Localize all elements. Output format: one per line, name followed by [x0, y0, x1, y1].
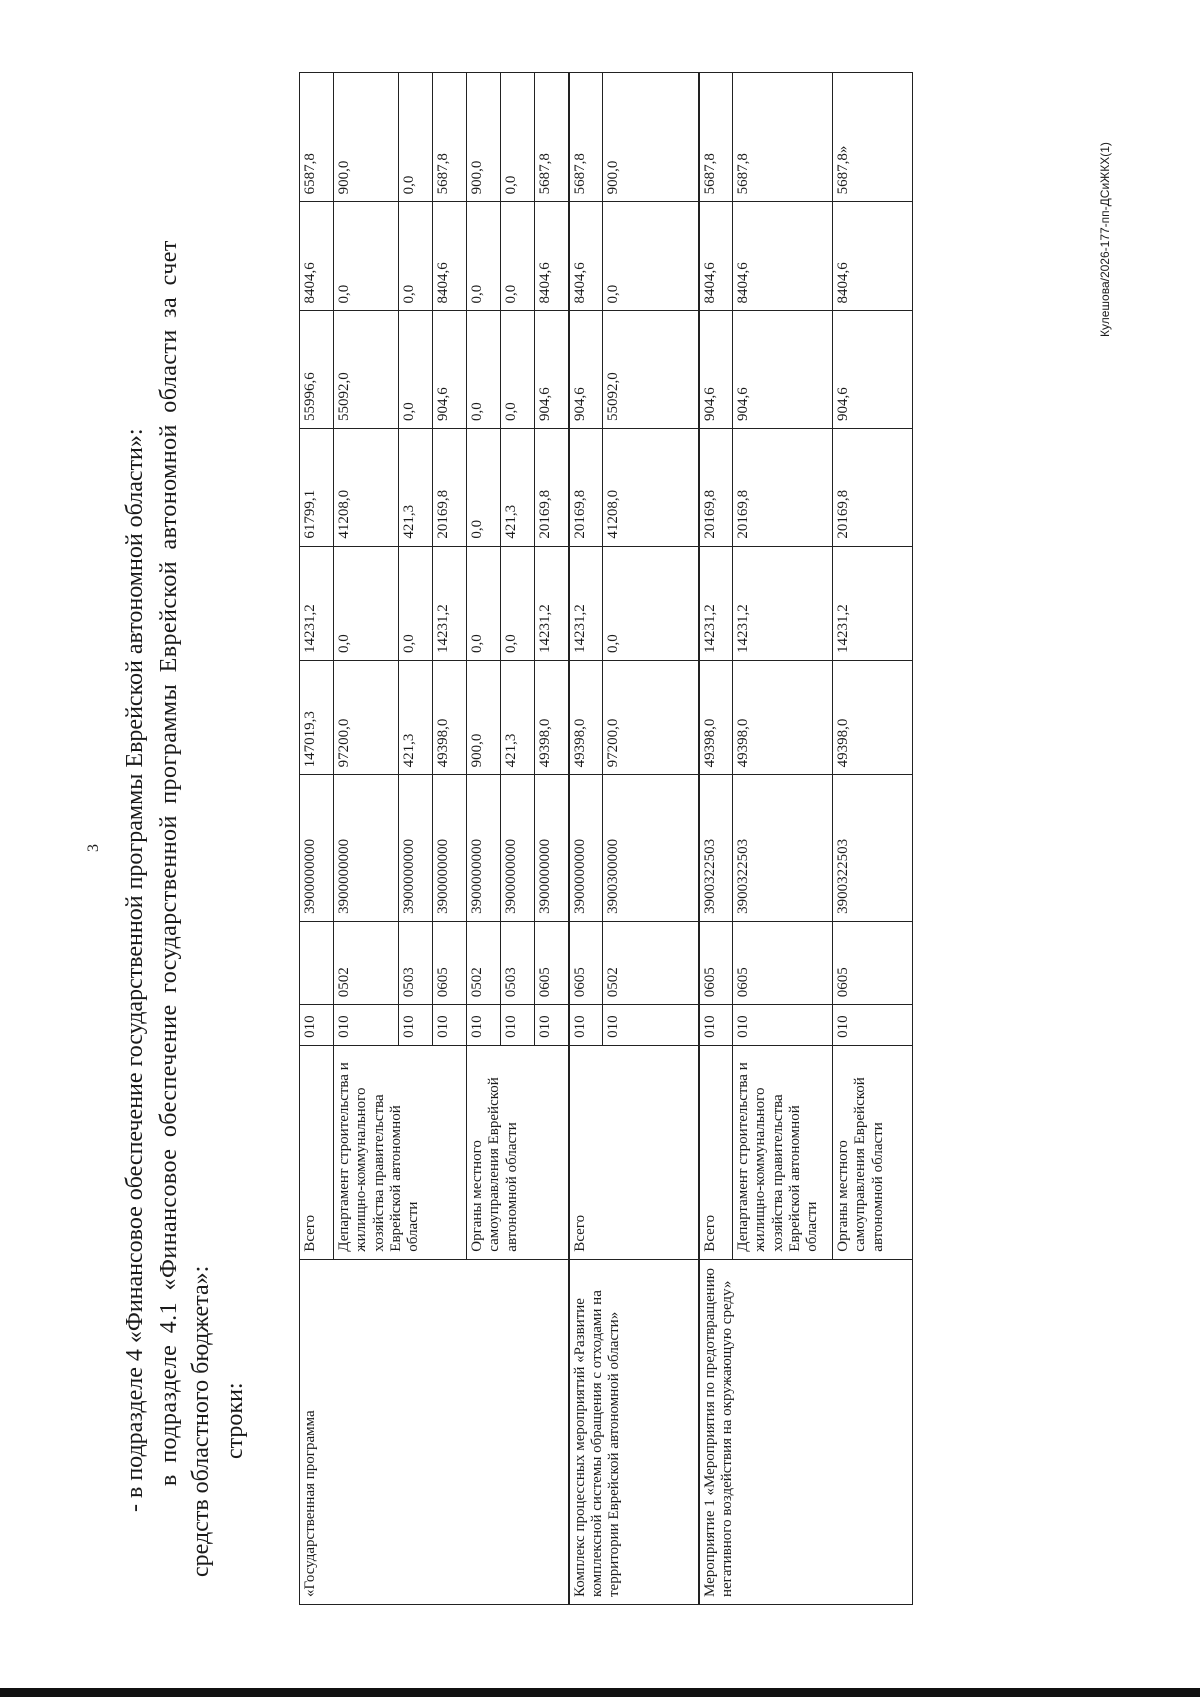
program-name-cell: Комплекс процессных мероприятий «Развитие комплексной системы обращения с отходами на территории Еврейской автономной области» [569, 1259, 699, 1604]
value-cell: 0,0 [467, 311, 501, 429]
value-cell: 49398,0 [569, 661, 603, 775]
executor-cell: Органы местного самоуправления Еврейской автономной области [467, 1045, 569, 1259]
value-cell: 0,0 [467, 546, 501, 660]
csr-cell: 3900300000 [603, 775, 699, 921]
value-cell: 8404,6 [300, 202, 334, 311]
section-cell: 0605 [535, 921, 569, 1004]
value-cell: 49398,0 [833, 661, 913, 775]
value-cell: 5687,8» [833, 73, 913, 202]
value-cell: 904,6 [833, 311, 913, 429]
value-cell: 900,0 [467, 661, 501, 775]
section-cell: 0605 [433, 921, 467, 1004]
grbs-cell: 010 [334, 1005, 399, 1046]
value-cell: 0,0 [399, 311, 433, 429]
value-cell: 904,6 [535, 311, 569, 429]
value-cell: 0,0 [334, 202, 399, 311]
intro-line-3: средств областного бюджета»: [188, 1265, 214, 1577]
value-cell: 0,0 [603, 202, 699, 311]
value-cell: 0,0 [467, 429, 501, 547]
intro-line-2: в подразделе 4.1 «Финансовое обеспечение государственной программы Еврейской автономной области за счет [156, 240, 182, 1486]
value-cell: 900,0 [467, 73, 501, 202]
value-cell: 14231,2 [733, 546, 833, 660]
value-cell: 0,0 [603, 546, 699, 660]
financing-table [299, 72, 913, 1605]
grbs-cell: 010 [433, 1005, 467, 1046]
section-cell: 0605 [833, 921, 913, 1004]
value-cell: 20169,8 [535, 429, 569, 547]
executor-cell: Департамент строительства и жилищно-коммунального хозяйства правительства Еврейской автономной области [733, 1045, 833, 1259]
csr-cell: 3900000000 [399, 775, 433, 921]
csr-cell: 3900000000 [501, 775, 535, 921]
csr-cell: 3900322503 [699, 775, 733, 921]
value-cell: 904,6 [569, 311, 603, 429]
page-number: 3 [85, 844, 102, 852]
csr-cell: 3900000000 [300, 775, 334, 921]
value-cell: 5687,8 [733, 73, 833, 202]
value-cell: 5687,8 [699, 73, 733, 202]
value-cell: 97200,0 [334, 661, 399, 775]
value-cell: 49398,0 [699, 661, 733, 775]
grbs-cell: 010 [699, 1005, 733, 1046]
value-cell: 904,6 [433, 311, 467, 429]
value-cell: 5687,8 [535, 73, 569, 202]
csr-cell: 3900000000 [433, 775, 467, 921]
table-row [699, 73, 733, 1605]
value-cell: 49398,0 [535, 661, 569, 775]
scan-edge-bar [0, 1688, 1200, 1697]
value-cell: 8404,6 [569, 202, 603, 311]
value-cell: 8404,6 [699, 202, 733, 311]
intro-line-4: строки: [222, 1382, 248, 1459]
value-cell: 0,0 [334, 546, 399, 660]
program-name-cell: Мероприятие 1 «Мероприятия по предотвращению негативного воздействия на окружающую среду» [699, 1259, 913, 1604]
value-cell: 0,0 [399, 546, 433, 660]
value-cell: 49398,0 [733, 661, 833, 775]
grbs-cell: 010 [467, 1005, 501, 1046]
value-cell: 20169,8 [699, 429, 733, 547]
value-cell: 421,3 [399, 429, 433, 547]
csr-cell: 3900000000 [535, 775, 569, 921]
value-cell: 8404,6 [433, 202, 467, 311]
value-cell: 0,0 [399, 202, 433, 311]
csr-cell: 3900000000 [334, 775, 399, 921]
value-cell: 147019,3 [300, 661, 334, 775]
csr-cell: 3900322503 [733, 775, 833, 921]
value-cell: 20169,8 [569, 429, 603, 547]
value-cell: 6587,8 [300, 73, 334, 202]
value-cell: 14231,2 [833, 546, 913, 660]
section-cell: 0605 [699, 921, 733, 1004]
value-cell: 421,3 [501, 661, 535, 775]
section-cell [300, 921, 334, 1004]
value-cell: 0,0 [501, 311, 535, 429]
grbs-cell: 010 [733, 1005, 833, 1046]
value-cell: 421,3 [399, 661, 433, 775]
executor-cell: Всего [569, 1045, 699, 1259]
value-cell: 14231,2 [535, 546, 569, 660]
grbs-cell: 010 [300, 1005, 334, 1046]
section-cell: 0605 [569, 921, 603, 1004]
value-cell: 55092,0 [603, 311, 699, 429]
csr-cell: 3900000000 [569, 775, 603, 921]
value-cell: 55996,6 [300, 311, 334, 429]
value-cell: 0,0 [501, 73, 535, 202]
value-cell: 900,0 [334, 73, 399, 202]
value-cell: 20169,8 [433, 429, 467, 547]
grbs-cell: 010 [569, 1005, 603, 1046]
value-cell: 8404,6 [535, 202, 569, 311]
value-cell: 41208,0 [334, 429, 399, 547]
value-cell: 61799,1 [300, 429, 334, 547]
value-cell: 8404,6 [733, 202, 833, 311]
value-cell: 0,0 [467, 202, 501, 311]
value-cell: 0,0 [501, 546, 535, 660]
value-cell: 14231,2 [300, 546, 334, 660]
value-cell: 41208,0 [603, 429, 699, 547]
value-cell: 14231,2 [699, 546, 733, 660]
value-cell: 0,0 [399, 73, 433, 202]
grbs-cell: 010 [535, 1005, 569, 1046]
value-cell: 49398,0 [433, 661, 467, 775]
executor-cell: Всего [699, 1045, 733, 1259]
executor-cell: Органы местного самоуправления Еврейской автономной области [833, 1045, 913, 1259]
value-cell: 20169,8 [733, 429, 833, 547]
csr-cell: 3900000000 [467, 775, 501, 921]
executor-cell: Департамент строительства и жилищно-коммунального хозяйства правительства Еврейской автономной области [334, 1045, 467, 1259]
grbs-cell: 010 [399, 1005, 433, 1046]
value-cell: 421,3 [501, 429, 535, 547]
value-cell: 8404,6 [833, 202, 913, 311]
value-cell: 20169,8 [833, 429, 913, 547]
program-name-cell: «Государственная программа [300, 1259, 569, 1604]
grbs-cell: 010 [833, 1005, 913, 1046]
value-cell: 904,6 [699, 311, 733, 429]
section-cell: 0503 [501, 921, 535, 1004]
section-cell: 0502 [603, 921, 699, 1004]
value-cell: 904,6 [733, 311, 833, 429]
value-cell: 5687,8 [433, 73, 467, 202]
section-cell: 0502 [334, 921, 399, 1004]
value-cell: 14231,2 [433, 546, 467, 660]
value-cell: 55092,0 [334, 311, 399, 429]
table-row [300, 73, 334, 1605]
csr-cell: 3900322503 [833, 775, 913, 921]
value-cell: 14231,2 [569, 546, 603, 660]
section-cell: 0605 [733, 921, 833, 1004]
section-cell: 0502 [467, 921, 501, 1004]
grbs-cell: 010 [603, 1005, 699, 1046]
value-cell: 97200,0 [603, 661, 699, 775]
executor-cell: Всего [300, 1045, 334, 1259]
value-cell: 0,0 [501, 202, 535, 311]
intro-line-1: - в подразделе 4 «Финансовое обеспечение государственной программы Еврейской автономной области»: [122, 428, 148, 1512]
value-cell: 5687,8 [569, 73, 603, 202]
document-id-footer: Кулешова/2026-177-пп-ДСиЖКХ(1) [1098, 142, 1112, 337]
grbs-cell: 010 [501, 1005, 535, 1046]
section-cell: 0503 [399, 921, 433, 1004]
value-cell: 900,0 [603, 73, 699, 202]
table-row [569, 73, 603, 1605]
